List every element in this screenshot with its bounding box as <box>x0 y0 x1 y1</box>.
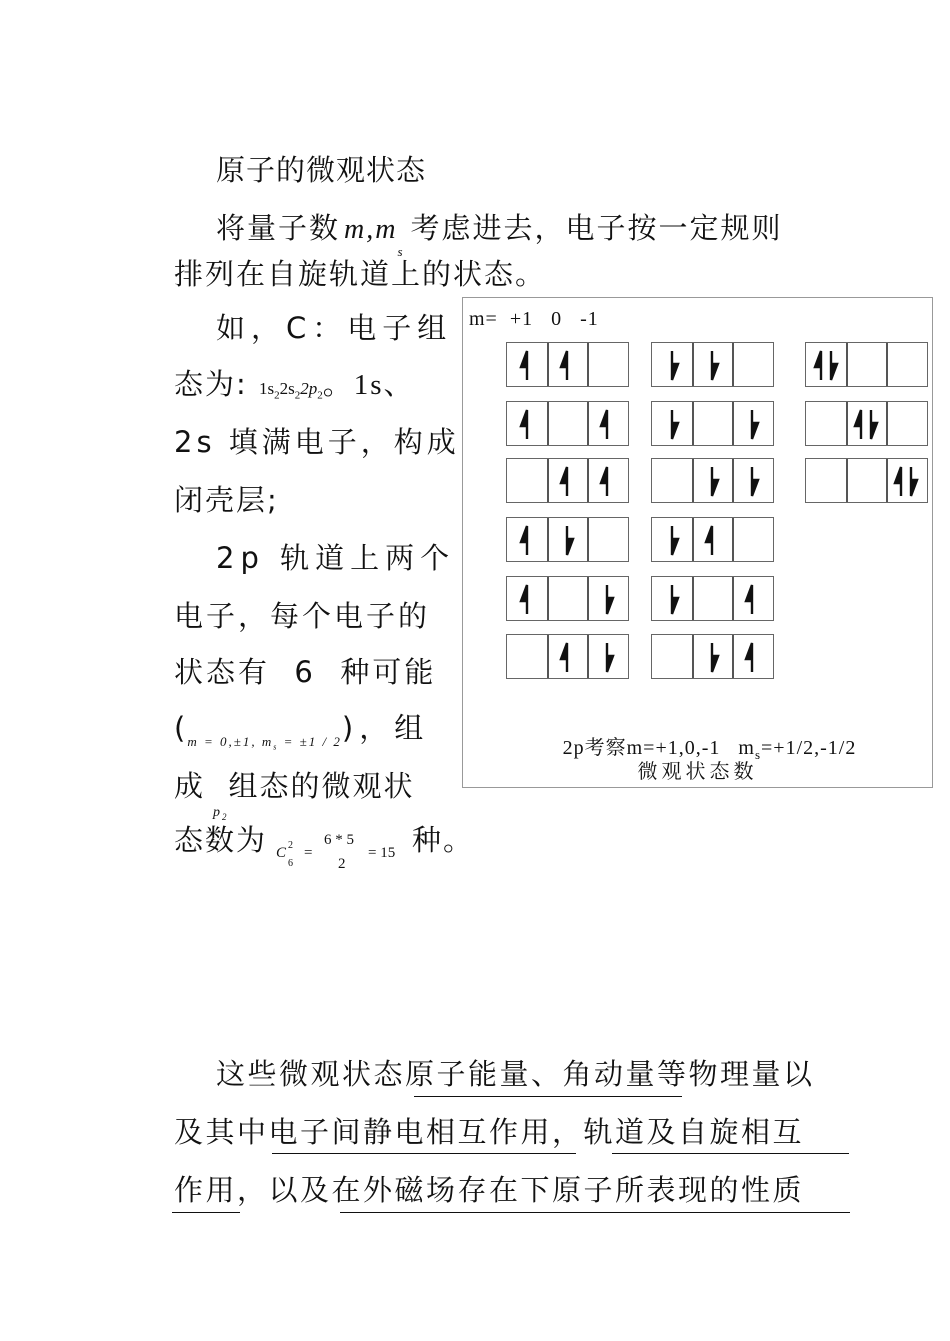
symbol-comma: , <box>366 214 376 245</box>
left-line-2-b: 。1s、 <box>322 369 415 401</box>
symbol-m: m <box>344 214 367 245</box>
microstate-box <box>651 458 774 503</box>
left-line-2-a: 态为: <box>174 367 248 401</box>
microstate-box <box>805 458 928 503</box>
left-line-3: 2s 填满电子，构成 <box>174 425 460 459</box>
intro-text-a: 将量子数 <box>216 211 341 245</box>
left-line-9-b: 组态的微观状 <box>228 769 415 803</box>
microstate-box <box>651 342 774 387</box>
microstate-box <box>506 576 629 621</box>
symbol-ms: m <box>375 214 398 245</box>
bottom-line-2: 及其中电子间静电相互作用，轨道及自旋相互 <box>174 1115 805 1149</box>
figure-caption-1: 2p考察m=+1,0,-1 $m_s=+1/2,-1/2$ <box>562 737 857 762</box>
left-line-10-b: 种。 <box>412 823 475 857</box>
left-line-9 <box>174 764 415 822</box>
bottom-line-3: 作用，以及在外磁场存在下原子所表现的性质 <box>174 1173 805 1207</box>
combination-formula: C 2 6 = 6 * 5 2 = 15 <box>276 832 396 872</box>
bottom-line-1: 这些微观状态原子能量、角动量等物理量以 <box>216 1057 815 1091</box>
left-line-4: 闭壳层; <box>174 483 279 517</box>
m-values-label: m= +1 0 -1 <box>469 308 599 330</box>
microstate-box <box>506 517 629 562</box>
microstate-box <box>651 576 774 621</box>
quantum-formula: m = 0,±1, ms = ±1 / 2 <box>187 734 342 752</box>
left-line-8 <box>174 706 430 752</box>
p2-sub: p2 <box>213 805 229 822</box>
microstate-figure <box>462 297 933 788</box>
left-line-10 <box>174 818 267 859</box>
underline-2 <box>272 1153 576 1154</box>
microstate-box <box>805 401 928 446</box>
microstate-box <box>506 458 629 503</box>
page-title: 原子的微观状态 <box>216 153 427 187</box>
microstate-box <box>506 342 629 387</box>
microstate-box <box>506 401 629 446</box>
left-line-7: 状态有 6 种可能 <box>174 655 437 689</box>
intro-line-1 <box>216 206 783 259</box>
microstate-box <box>651 517 774 562</box>
underline-4 <box>172 1212 240 1213</box>
paren-close: )，组 <box>341 711 430 745</box>
underline-5 <box>340 1212 850 1213</box>
left-line-1: 如，C：电子组 <box>216 311 453 345</box>
microstate-box <box>651 634 774 679</box>
left-line-5: 2p 轨道上两个 <box>216 541 456 575</box>
microstate-box <box>805 342 928 387</box>
symbol-ms-sub: s <box>397 244 405 259</box>
underline-1 <box>414 1096 682 1097</box>
intro-line-2: 排列在自旋轨道上的状态。 <box>174 257 547 291</box>
microstate-box <box>651 401 774 446</box>
electron-config: $1s_22s_22p_2$ <box>259 379 323 402</box>
figure-caption-2: 微观状态数 <box>637 759 758 783</box>
left-line-9-a: 成 <box>174 769 206 803</box>
microstate-box <box>506 634 629 679</box>
left-line-10-a: 态数为 <box>174 823 268 857</box>
left-line-6: 电子，每个电子的 <box>174 599 431 633</box>
paren-open: ( <box>174 711 188 745</box>
intro-text-b: 考虑进去，电子按一定规则 <box>410 211 783 245</box>
underline-3 <box>612 1153 849 1154</box>
left-line-2 <box>174 362 415 403</box>
